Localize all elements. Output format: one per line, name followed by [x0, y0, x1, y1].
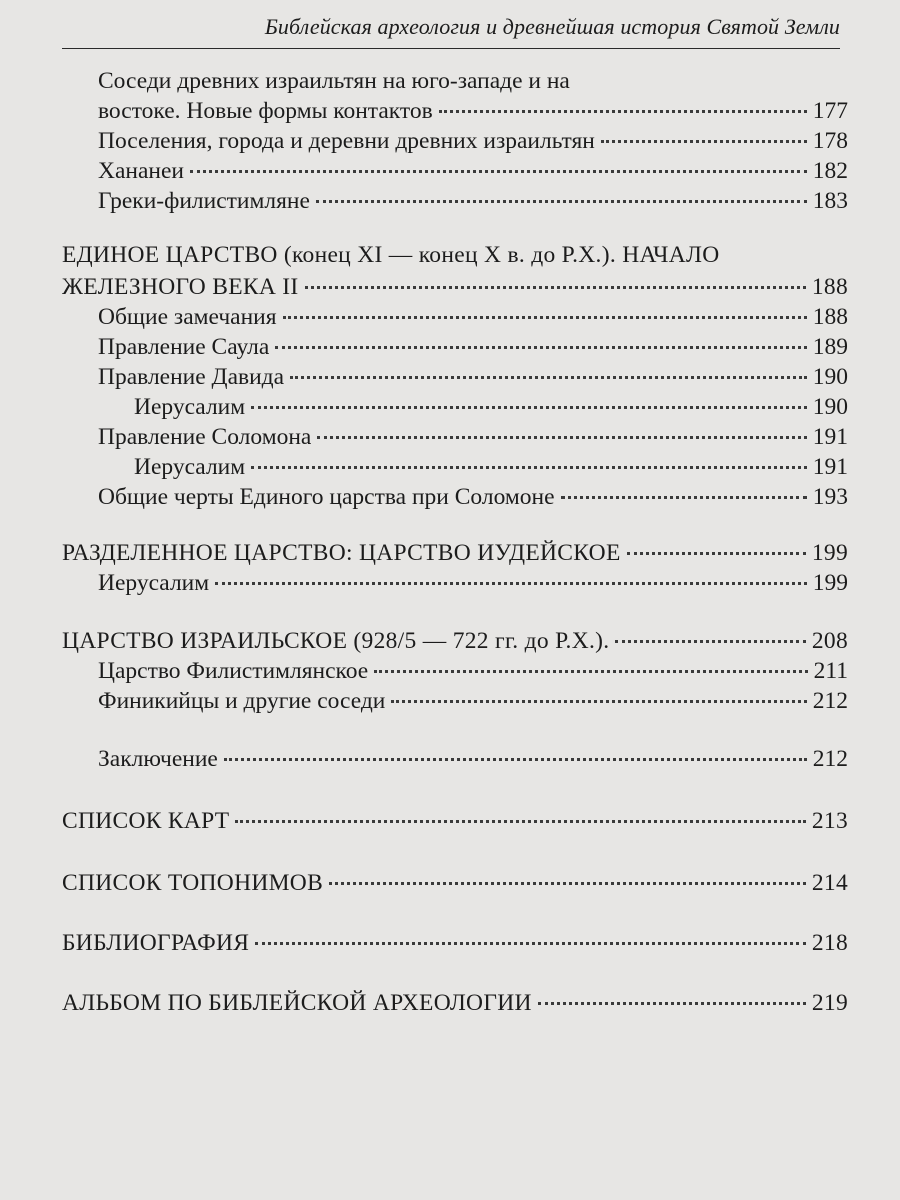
toc-section-title-line: ЕДИНОЕ ЦАРСТВО (конец XI — конец X в. до Р.Х.). НАЧАЛО	[62, 242, 720, 268]
toc-subentry	[134, 452, 848, 482]
toc-section-title: БИБЛИОГРАФИЯ	[62, 930, 250, 956]
toc-entry	[98, 362, 848, 392]
toc-section-entry	[62, 868, 848, 898]
toc-page-number: 189	[812, 334, 848, 360]
toc-entry	[98, 302, 848, 332]
dot-leader	[251, 406, 807, 409]
toc-entry-title: Греки-филистимляне	[98, 188, 310, 214]
dot-leader	[374, 670, 807, 673]
running-head: Библейская археология и древнейшая история Святой Земли	[62, 14, 840, 49]
toc-entry	[98, 656, 848, 686]
toc-section-title: ЖЕЛЕЗНОГО ВЕКА II	[62, 274, 299, 300]
dot-leader	[561, 496, 807, 499]
toc-page-number: 191	[812, 424, 848, 450]
toc-entry-title: Иерусалим	[134, 454, 246, 480]
toc-page-number: 199	[812, 570, 848, 596]
toc-entry-title: Поселения, города и деревни древних израильтян	[98, 128, 595, 154]
toc-section-title: ЦАРСТВО ИЗРАИЛЬСКОЕ (928/5 — 722 гг. до Р.Х.).	[62, 628, 610, 654]
dot-leader	[251, 466, 807, 469]
toc-section-entry	[62, 272, 848, 302]
dot-leader	[329, 882, 806, 885]
toc-entry	[98, 156, 848, 186]
toc-entry-title: Иерусалим	[98, 570, 210, 596]
dot-leader	[275, 346, 806, 349]
dot-leader	[615, 640, 805, 643]
toc-entry-title: Хананеи	[98, 158, 184, 184]
toc-entry	[98, 332, 848, 362]
toc-page-number: 193	[812, 484, 848, 510]
toc-page-number: 211	[813, 658, 848, 684]
dot-leader	[391, 700, 806, 703]
toc-entry	[98, 686, 848, 716]
toc-entry	[98, 126, 848, 156]
dot-leader	[439, 110, 807, 113]
toc-section-entry	[62, 626, 848, 656]
toc-entry-title: Общие черты Единого царства при Соломоне	[98, 484, 555, 510]
toc-page-number: 212	[812, 746, 848, 772]
toc-page-number: 213	[811, 808, 848, 834]
toc-section-title: РАЗДЕЛЕННОЕ ЦАРСТВО: ЦАРСТВО ИУДЕЙСКОЕ	[62, 540, 621, 566]
toc-page-number: 199	[811, 540, 848, 566]
dot-leader	[538, 1002, 806, 1005]
toc-section-title: АЛЬБОМ ПО БИБЛЕЙСКОЙ АРХЕОЛОГИИ	[62, 990, 532, 1016]
dot-leader	[235, 820, 805, 823]
toc-entry-title: Общие замечания	[98, 304, 277, 330]
dot-leader	[215, 582, 807, 585]
dot-leader	[283, 316, 807, 319]
toc-page-number: 183	[812, 188, 848, 214]
toc-entry	[98, 422, 848, 452]
toc-entry-title: Заключение	[98, 746, 218, 772]
toc-page-number: 214	[811, 870, 848, 896]
dot-leader	[316, 200, 807, 203]
toc-entry	[98, 744, 848, 774]
toc-subentry	[134, 392, 848, 422]
dot-leader	[305, 286, 806, 289]
toc-entry-title: Царство Филистимлянское	[98, 658, 369, 684]
toc-section-entry	[62, 988, 848, 1018]
toc-page-number: 188	[812, 304, 848, 330]
dot-leader	[224, 758, 807, 761]
dot-leader	[255, 942, 806, 945]
toc-entry	[98, 482, 848, 512]
toc-section-title: СПИСОК ТОПОНИМОВ	[62, 870, 324, 896]
toc-page-number: 177	[812, 98, 848, 124]
toc-entry	[98, 186, 848, 216]
toc-page-number: 190	[812, 394, 848, 420]
toc-page-number: 191	[812, 454, 848, 480]
dot-leader	[317, 436, 806, 439]
toc-section-entry	[62, 806, 848, 836]
toc-entry	[98, 568, 848, 598]
toc-page-number: 178	[812, 128, 848, 154]
toc-entry-title: Иерусалим	[134, 394, 246, 420]
toc-entry-title: Правление Соломона	[98, 424, 312, 450]
toc-page-number: 218	[811, 930, 848, 956]
dot-leader	[290, 376, 807, 379]
toc-page-number: 182	[812, 158, 848, 184]
toc-section-entry	[62, 928, 848, 958]
toc-section-entry	[62, 538, 848, 568]
toc-page-number: 188	[811, 274, 848, 300]
toc-section-title: СПИСОК КАРТ	[62, 808, 230, 834]
toc-page-number: 212	[812, 688, 848, 714]
toc-entry-title: Правление Давида	[98, 364, 285, 390]
toc-page-number: 190	[812, 364, 848, 390]
toc-entry-title: Финикийцы и другие соседи	[98, 688, 386, 714]
dot-leader	[601, 140, 807, 143]
dot-leader	[627, 552, 806, 555]
dot-leader	[190, 170, 807, 173]
toc-entry	[98, 96, 848, 126]
toc-entry-title: востоке. Новые формы контактов	[98, 98, 433, 124]
toc-entry-title: Правление Саула	[98, 334, 270, 360]
toc-page-number: 208	[811, 628, 848, 654]
toc-entry-title-line: Соседи древних израильтян на юго-западе и на	[98, 68, 570, 94]
toc-page-number: 219	[811, 990, 848, 1016]
